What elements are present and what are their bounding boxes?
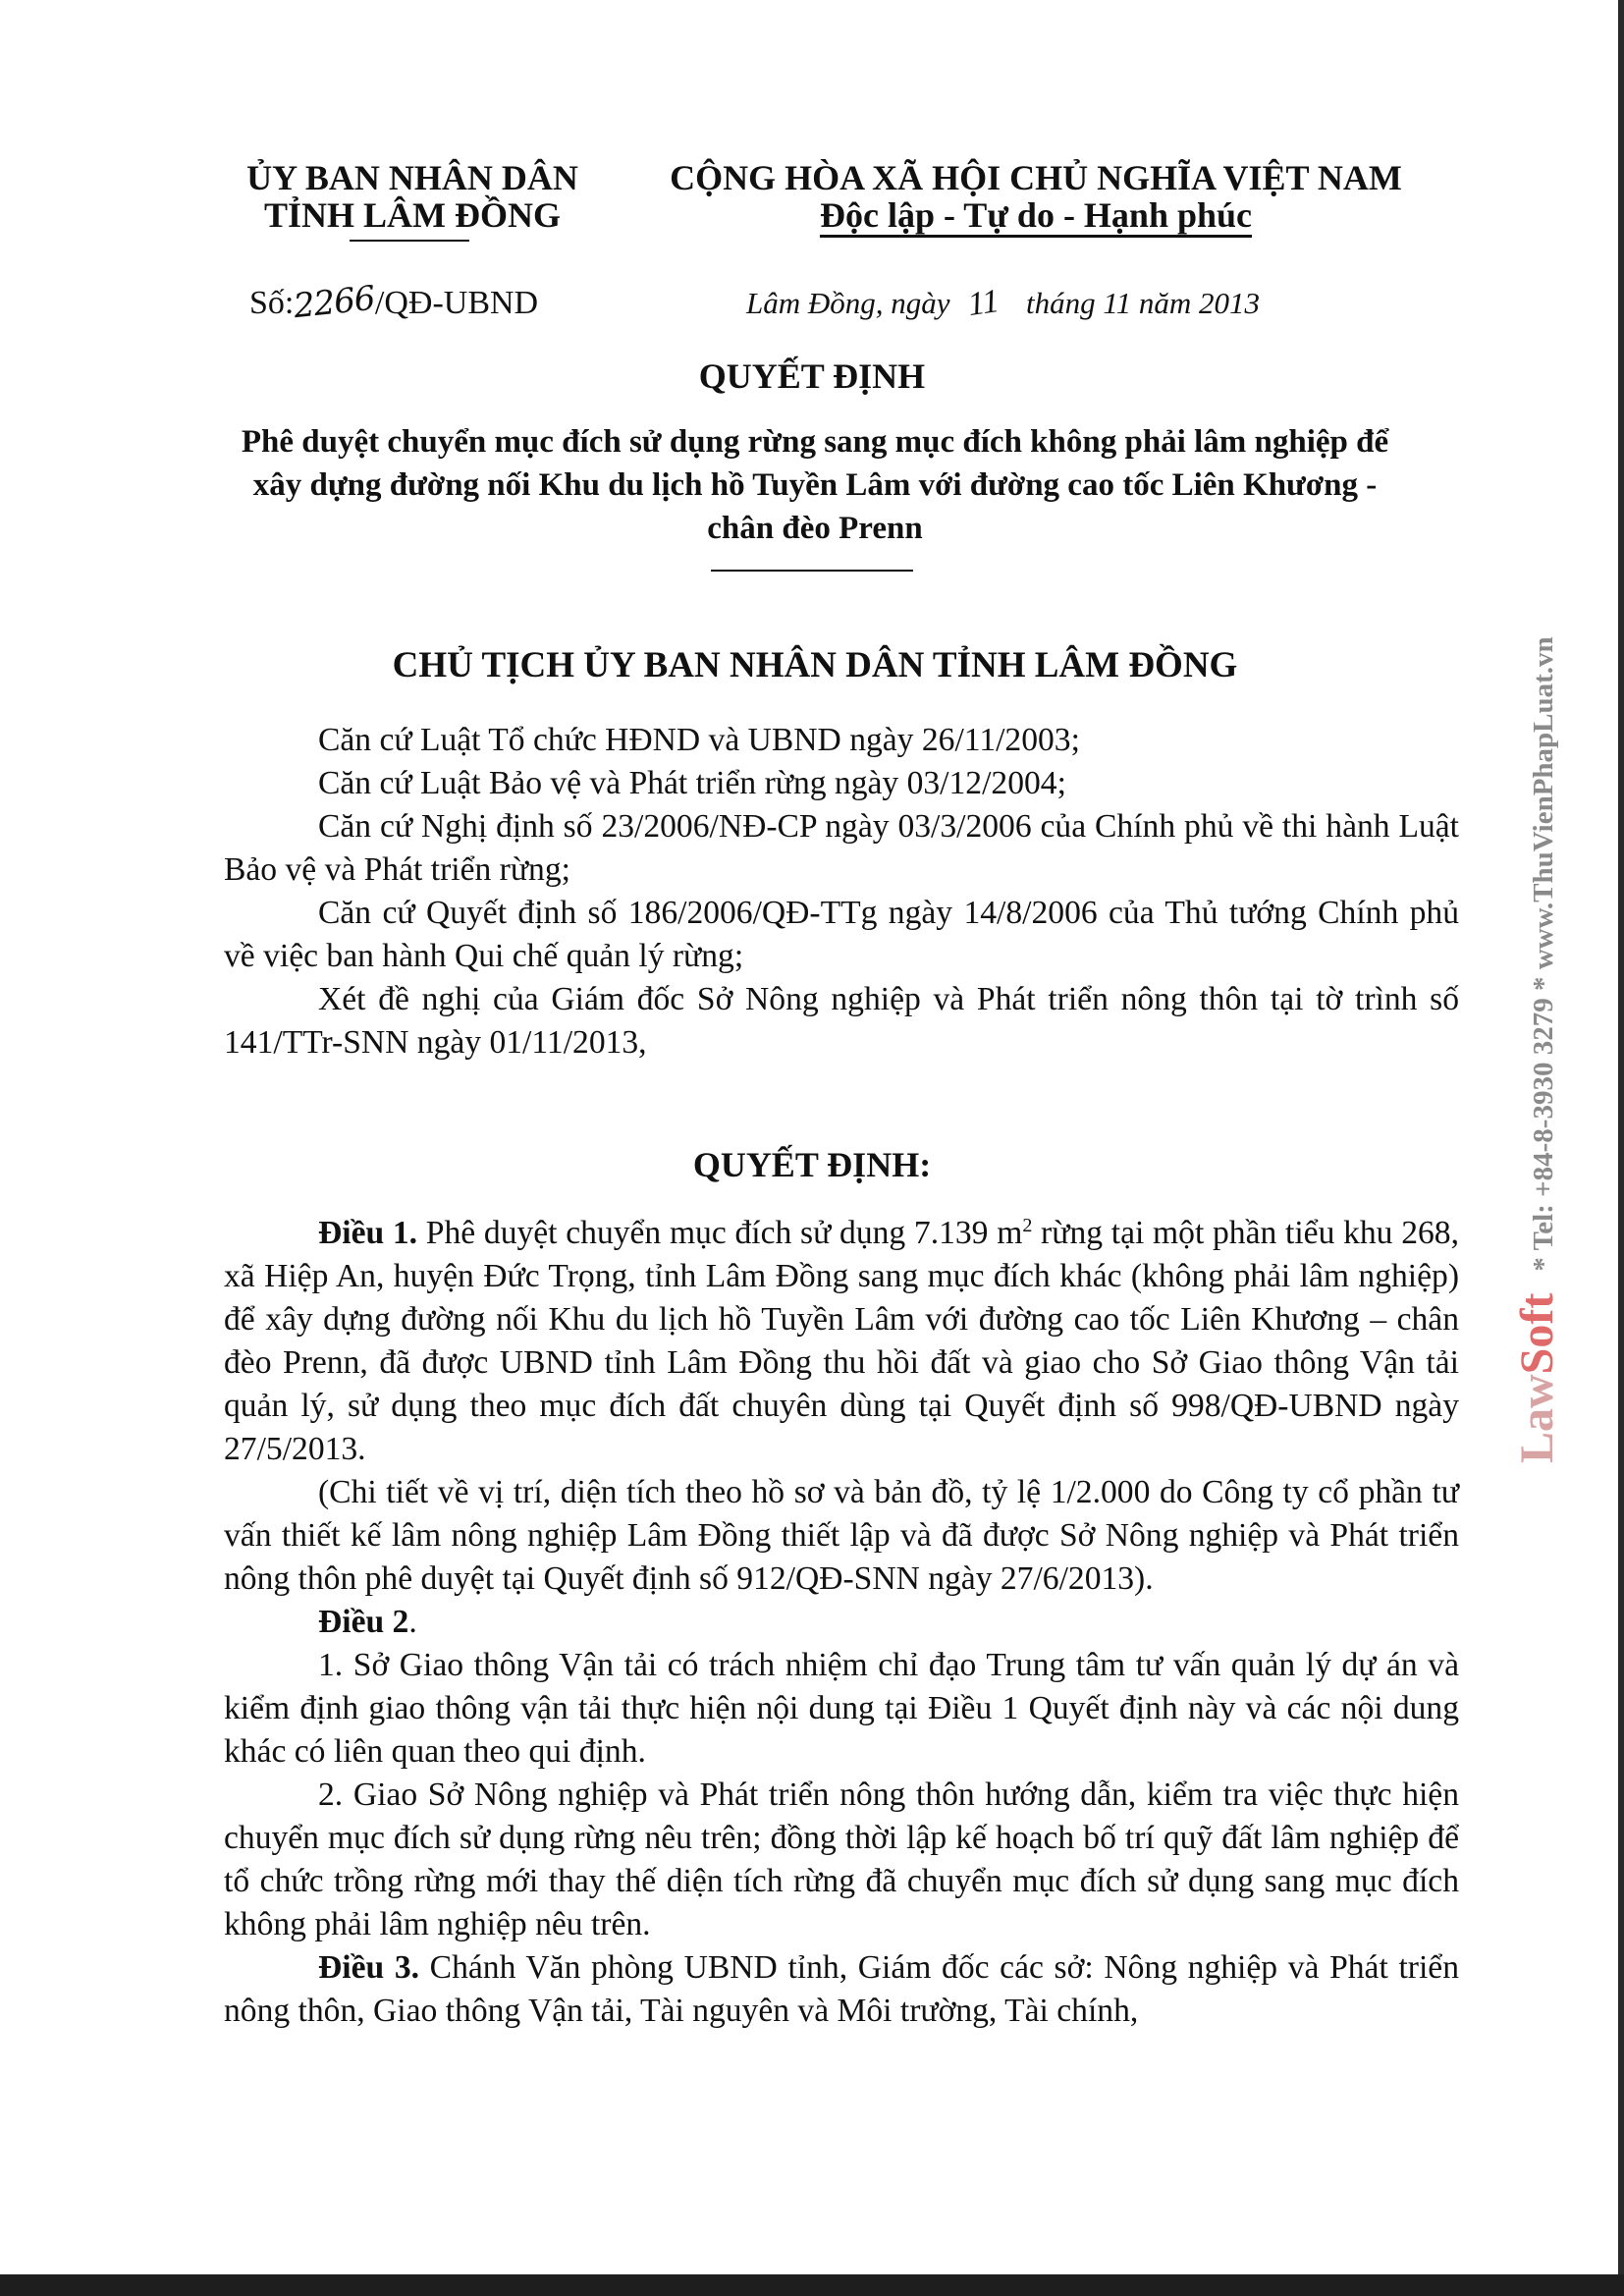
article-2-clause-2: 2. Giao Sở Nông nghiệp và Phát triển nông thôn hướng dẫn, kiểm tra việc thực hiện chuyển mục đích sử dụng rừng nêu trên; đồng thời lập kế hoạch bố trí quỹ đất lâm nghiệp để tổ chức trồng rừng mới thay thế diện tích rừng đã chuyển mục đích sử dụng sang mục đích không phải lâm nghiệp nêu trên. xyxy=(224,1777,1459,1943)
lawsoft-logo: LawSoft xyxy=(1511,1292,1563,1463)
article-3-text: Chánh Văn phòng UBND tỉnh, Giám đốc các sở: Nông nghiệp và Phát triển nông thôn, Giao thông Vận tải, Tài nguyên và Môi trường, Tài chính, xyxy=(224,1949,1459,2030)
decision-heading: QUYẾT ĐỊNH: xyxy=(692,1145,932,1184)
national-title: CỘNG HÒA XÃ HỘI CHỦ NGHĨA VIỆT NAM xyxy=(670,158,1402,197)
document-title: QUYẾT ĐỊNH xyxy=(698,356,926,396)
basis-item: Căn cứ Luật Bảo vệ và Phát triển rừng ngày 03/12/2004; xyxy=(318,765,1066,801)
article-3 xyxy=(224,1946,1459,2033)
document-subtitle: Phê duyệt chuyển mục đích sử dụng rừng sang mục đích không phải lâm nghiệp để xây dựng đường nối Khu du lịch hồ Tuyền Lâm với đường cao tốc Liên Khương - chân đèo Prenn xyxy=(241,424,1389,546)
article-1-label: Điều 1. xyxy=(318,1215,418,1252)
square-superscript: 2 xyxy=(1022,1215,1033,1236)
article-2-clause-1: 1. Sở Giao thông Vận tải có trách nhiệm chỉ đạo Trung tâm tư vấn quản lý dự án và kiểm định giao thông vận tải thực hiện nội dung tại Điều 1 Quyết định này và các nội dung khác có liên quan theo qui định. xyxy=(224,1647,1459,1771)
date-prefix: Lâm Đồng, ngày xyxy=(746,286,950,320)
basis-item: Căn cứ Luật Tổ chức HĐND và UBND ngày 26/11/2003; xyxy=(318,722,1080,758)
basis-item: Xét đề nghị của Giám đốc Sở Nông nghiệp và Phát triển nông thôn tại tờ trình số 141/TTr-SNN ngày 01/11/2013, xyxy=(224,981,1459,1061)
issuer-underline xyxy=(350,240,469,242)
basis-item: Căn cứ Nghị định số 23/2006/NĐ-CP ngày 03/3/2006 của Chính phủ về thi hành Luật Bảo vệ và Phát triển rừng; xyxy=(224,808,1459,888)
article-1-detail: (Chi tiết về vị trí, diện tích theo hồ sơ và bản đồ, tỷ lệ 1/2.000 do Công ty cổ phần tư vấn thiết kế lâm nông nghiệp Lâm Đồng thiết lập và đã được Sở Nông nghiệp và Phát triển nông thôn phê duyệt tại Quyết định số 912/QĐ-SNN ngày 27/6/2013). xyxy=(224,1474,1459,1598)
article-1 xyxy=(224,1204,1459,1471)
national-motto: Độc lập - Tự do - Hạnh phúc xyxy=(819,195,1253,235)
article-1-text-a: Phê duyệt chuyển mục đích sử dụng 7.139 m xyxy=(417,1215,1023,1252)
so-suffix: /QĐ-UBND xyxy=(374,285,539,321)
article-1-text-b: rừng tại một phần tiểu khu 268, xã Hiệp An, huyện Đức Trọng, tỉnh Lâm Đồng sang mục đích khác (không phải lâm nghiệp) để xây dựng đường nối Khu du lịch hồ Tuyền Lâm với đường cao tốc Liên Khương – chân đèo Prenn, đã được UBND tỉnh Lâm Đồng thu hồi đất và giao cho Sở Giao thông Vận tải quản lý, sử dụng theo mục đích đất chuyên dùng tại Quyết định số 998/QĐ-UBND ngày 27/5/2013. xyxy=(224,1215,1459,1468)
basis-item: Căn cứ Quyết định số 186/2006/QĐ-TTg ngày 14/8/2006 của Thủ tướng Chính phủ về việc ban hành Qui chế quản lý rừng; xyxy=(224,895,1459,974)
article-2-label: Điều 2 xyxy=(318,1604,409,1641)
article-2-heading: Điều 2. xyxy=(318,1604,417,1641)
articles xyxy=(224,1204,1459,2033)
subtitle-rule xyxy=(711,570,913,572)
article-3-label: Điều 3. xyxy=(318,1949,420,1987)
date-suffix: tháng 11 năm 2013 xyxy=(1026,286,1260,320)
authority-heading: CHỦ TỊCH ỦY BAN NHÂN DÂN TỈNH LÂM ĐỒNG xyxy=(392,645,1238,685)
handwritten-day: 11 xyxy=(965,282,1001,324)
issuer-block xyxy=(206,159,619,234)
date-line xyxy=(746,282,1260,324)
scan-bottom-edge xyxy=(0,2274,1624,2296)
legal-bases xyxy=(224,719,1459,1065)
so-prefix: Số: xyxy=(249,285,295,321)
watermark-text: * Tel: +84-8-3930 3279 * www.ThuVienPhapLuat.vn xyxy=(1528,636,1559,1272)
issuer-line-1: ỦY BAN NHÂN DÂN xyxy=(246,158,578,197)
issuer-line-2: TỈNH LÂM ĐỒNG xyxy=(263,195,561,235)
document-number xyxy=(249,278,539,327)
national-heading xyxy=(648,159,1424,234)
handwritten-number: 2266 xyxy=(292,278,377,327)
vertical-watermark xyxy=(1510,636,1564,1463)
